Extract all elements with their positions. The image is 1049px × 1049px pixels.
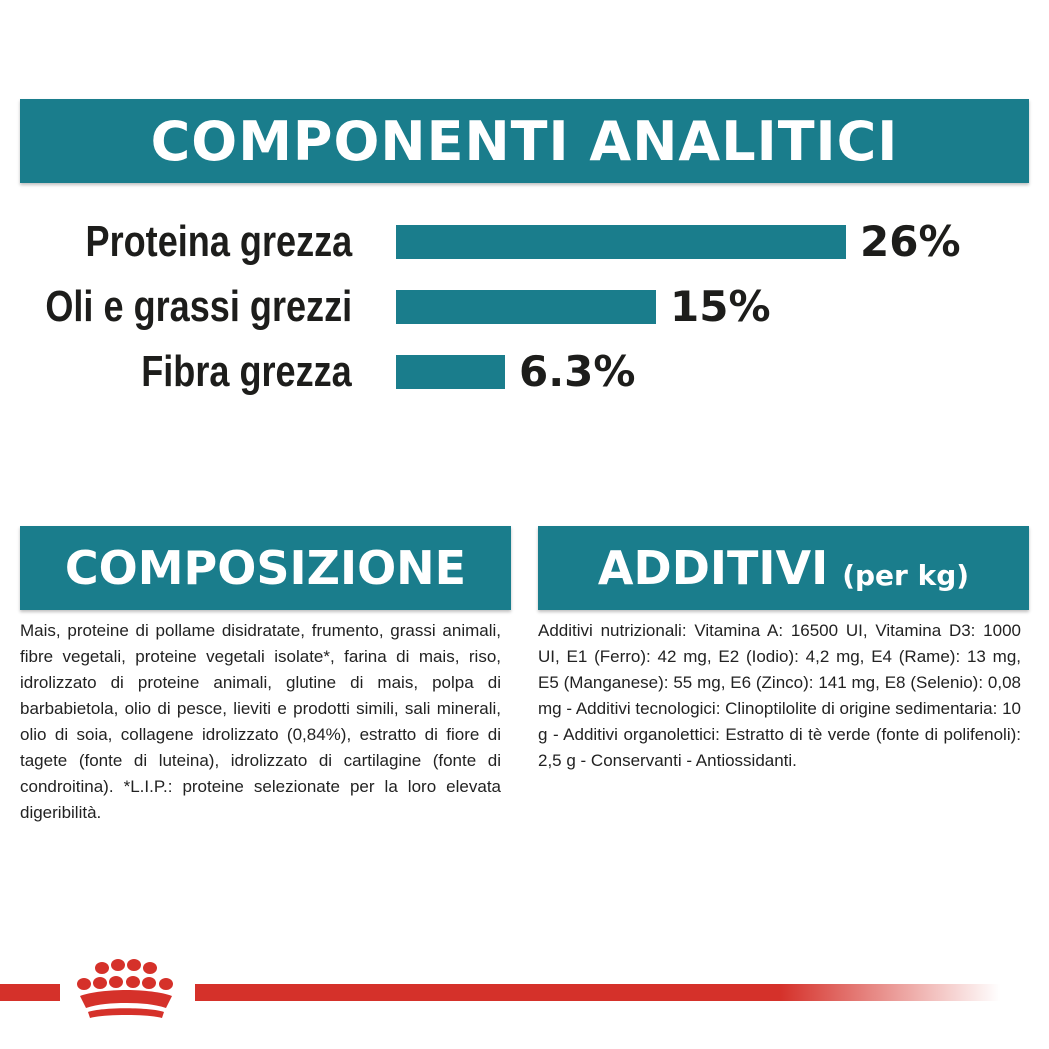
composizione-title: COMPOSIZIONE [64,541,467,595]
analytics-row-fat [0,277,1049,337]
royal-canin-crown-icon [70,956,188,1026]
additivi-title: ADDITIVI [597,541,829,595]
composizione-text: Mais, proteine di pollame disidratate, frumento, grassi animali, fibre vegetali, proteine vegetali isolate*, farina di mais, riso, idrolizzato di proteine animali, glutine di mais, polpa di barbabietola, olio di pesce, lieviti e prodotti simili, sali minerali, olio di soia, collagene idrolizzato (0,84%), estratto di fiore di tagete (fonte di luteina), idrolizzato di cartilagine (fonte di condroitina). *L.I.P.: proteine selezionate per la loro elevata digeribilità. [20,621,501,822]
analytics-row-fibre [0,342,1049,402]
additivi-text: Additivi nutrizionali: Vitamina A: 16500 UI, Vitamina D3: 1000 UI, E1 (Ferro): 42 mg, E2 (Iodio): 4,2 mg, E4 (Rame): 13 mg, E5 (Manganese): 55 mg, E6 (Zinco): 141 mg, E8 (Selenio): 0,08 mg - Additivi tecnologici: Clinoptilolite di origine sedimentaria: 10 g - Additivi organolettici: Estratto di tè verde (fonte di polifenoli): 2,5 g - Conservanti - Antiossidanti. [538,621,1021,770]
row-value: 26% [860,217,961,266]
composizione-banner [20,526,511,610]
row-label: Proteina grezza [85,217,352,266]
analytics-title: COMPONENTI ANALITICI [150,109,899,173]
row-value: 15% [670,282,771,331]
value-bar [396,290,656,324]
value-bar [396,355,505,389]
row-label: Oli e grassi grezzi [45,282,352,331]
row-label: Fibra grezza [141,347,352,396]
additivi-banner [538,526,1029,610]
analytics-row-protein [0,212,1049,272]
additivi-subtitle: (per kg) [842,558,970,592]
row-value: 6.3% [519,347,636,396]
value-bar [396,225,846,259]
analytics-banner [20,99,1029,183]
